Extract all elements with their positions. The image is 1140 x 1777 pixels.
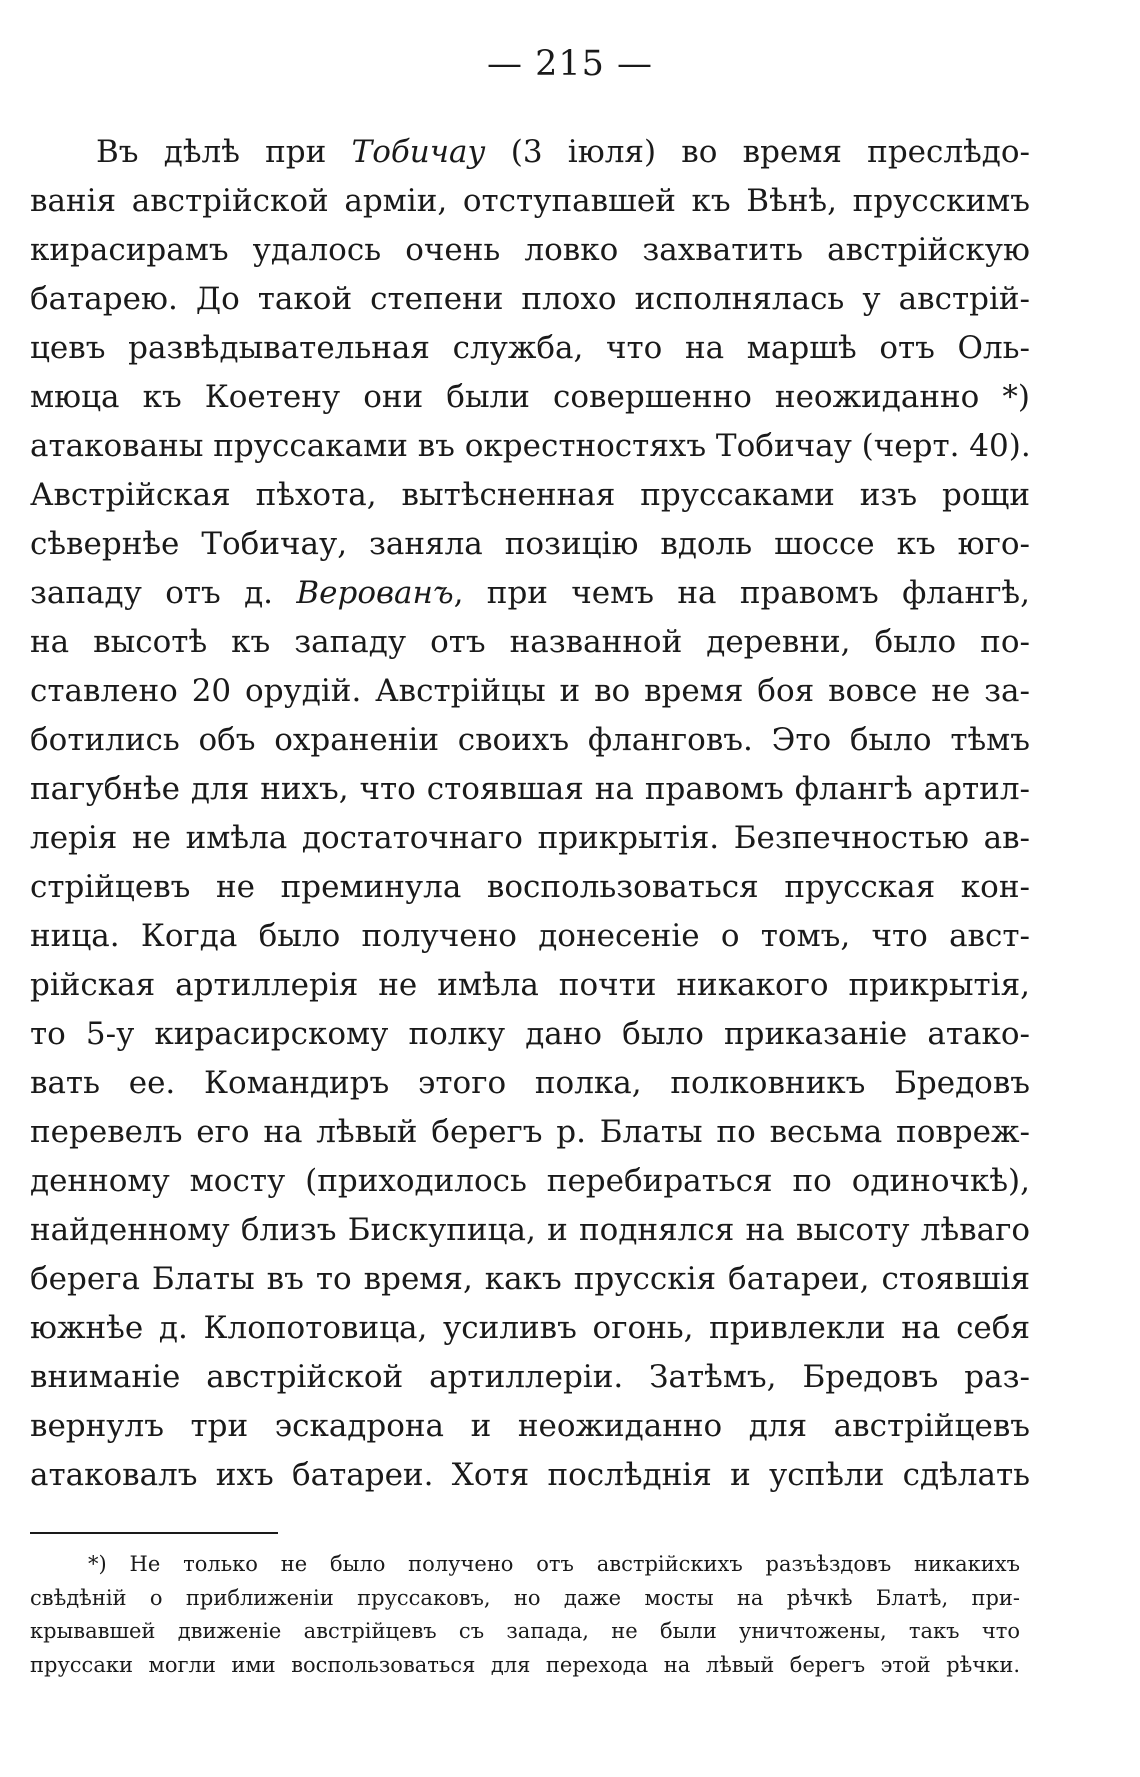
text-line — [30, 422, 1030, 471]
text-line — [30, 1157, 1030, 1206]
text-segment: атаковалъ ихъ батареи. Хотя послѣднія и успѣли сдѣлать — [30, 1457, 1030, 1493]
text-segment: мюца къ Коетену они были совершенно неожиданно *) — [30, 379, 1030, 415]
text-segment: цевъ развѣдывательная служба, что на маршѣ отъ Оль- — [30, 330, 1030, 366]
text-segment: то 5-у кирасирскому полку дано было приказаніе атако- — [30, 1016, 1030, 1052]
text-line — [30, 1255, 1030, 1304]
text-line — [30, 1206, 1030, 1255]
text-segment: стрійцевъ не преминула воспользоваться прусская кон- — [30, 869, 1030, 905]
text-line — [30, 373, 1030, 422]
text-line — [30, 863, 1030, 912]
text-line — [30, 618, 1030, 667]
text-segment: берега Блаты въ то время, какъ прусскія батареи, стоявшія — [30, 1261, 1030, 1297]
text-segment: на высотѣ къ западу отъ названной деревни, было по- — [30, 624, 1030, 660]
text-line — [30, 961, 1030, 1010]
text-line — [30, 226, 1030, 275]
text-line — [30, 177, 1030, 226]
text-line — [30, 324, 1030, 373]
italic-place-name: Тобичау — [351, 134, 486, 170]
text-segment: кирасирамъ удалось очень ловко захватить австрійскую — [30, 232, 1030, 268]
text-line — [30, 1451, 1030, 1500]
footnote-line: свѣдѣній о приближеніи пруссаковъ, но даже мосты на рѣчкѣ Блатѣ, при- — [30, 1585, 1020, 1610]
text-segment: сѣвернѣе Тобичау, заняла позицію вдоль шоссе къ юго- — [30, 526, 1030, 562]
text-segment: вать ее. Командиръ этого полка, полковникъ Бредовъ — [30, 1065, 1030, 1101]
text-segment: батарею. До такой степени плохо исполнялась у австрій- — [30, 281, 1030, 317]
text-line — [30, 667, 1030, 716]
text-segment: денному мосту (приходилось перебираться по одиночкѣ), — [30, 1163, 1030, 1199]
text-line — [30, 275, 1030, 324]
text-segment: найденному близъ Бискупица, и поднялся на высоту лѣваго — [30, 1212, 1030, 1248]
footnote — [30, 1548, 1020, 1682]
text-line — [30, 471, 1030, 520]
text-segment: перевелъ его на лѣвый берегъ р. Блаты по весьма повреж- — [30, 1114, 1030, 1150]
text-segment: вернулъ три эскадрона и неожиданно для австрійцевъ — [30, 1408, 1030, 1444]
main-text — [30, 128, 1030, 1500]
text-segment: (3 іюля) во время преслѣдо- — [485, 134, 1031, 170]
text-line — [30, 1353, 1030, 1402]
text-segment: южнѣе д. Клопотовица, усиливъ огонь, привлекли на себя — [30, 1310, 1030, 1346]
text-segment: ница. Когда было получено донесеніе о томъ, что авст- — [30, 918, 1030, 954]
text-segment: ставлено 20 орудій. Австрійцы и во время боя вовсе не за- — [30, 673, 1030, 709]
text-line — [30, 520, 1030, 569]
text-segment: западу отъ д. — [30, 575, 297, 611]
footnote-line: крывавшей движеніе австрійцевъ съ запада, не были уничтожены, такъ что — [30, 1619, 1020, 1643]
footnote-line: пруссаки могли ими воспользоваться для перехода на лѣвый берегъ этой рѣчки. — [30, 1652, 1020, 1677]
text-segment: атакованы пруссаками въ окрестностяхъ Тобичау (черт. 40). — [30, 428, 1031, 464]
text-line — [30, 814, 1030, 863]
text-line — [30, 1059, 1030, 1108]
text-segment: лерія не имѣла достаточнаго прикрытія. Безпечностью ав- — [30, 820, 1030, 856]
footnote-divider — [30, 1532, 278, 1534]
text-line — [30, 1304, 1030, 1353]
text-line — [30, 912, 1030, 961]
text-segment: Въ дѣлѣ при — [96, 134, 352, 170]
page-number: — 215 — — [486, 44, 654, 84]
text-line — [30, 128, 1030, 177]
footnote-line: *) Не только не было получено отъ австрійскихъ разъѣздовъ никакихъ — [88, 1552, 1020, 1576]
text-line — [30, 716, 1030, 765]
text-segment: ванія австрійской арміи, отступавшей къ Вѣнѣ, прусскимъ — [30, 183, 1030, 219]
text-line — [30, 1108, 1030, 1157]
text-line — [30, 1010, 1030, 1059]
text-segment: вниманіе австрійской артиллеріи. Затѣмъ, Бредовъ раз- — [30, 1359, 1030, 1395]
text-segment: , при чемъ на правомъ флангѣ, — [453, 575, 1030, 611]
text-segment: Австрійская пѣхота, вытѣсненная пруссаками изъ рощи — [30, 477, 1030, 513]
text-segment: рійская артиллерія не имѣла почти никакого прикрытія, — [30, 967, 1030, 1003]
text-line — [30, 765, 1030, 814]
text-line — [30, 569, 1030, 618]
text-segment: ботились объ охраненіи своихъ фланговъ. Это было тѣмъ — [30, 722, 1030, 758]
text-segment: пагубнѣе для нихъ, что стоявшая на правомъ флангѣ артил- — [30, 771, 1030, 807]
text-line — [30, 1402, 1030, 1451]
italic-place-name: Верованъ — [296, 575, 454, 611]
